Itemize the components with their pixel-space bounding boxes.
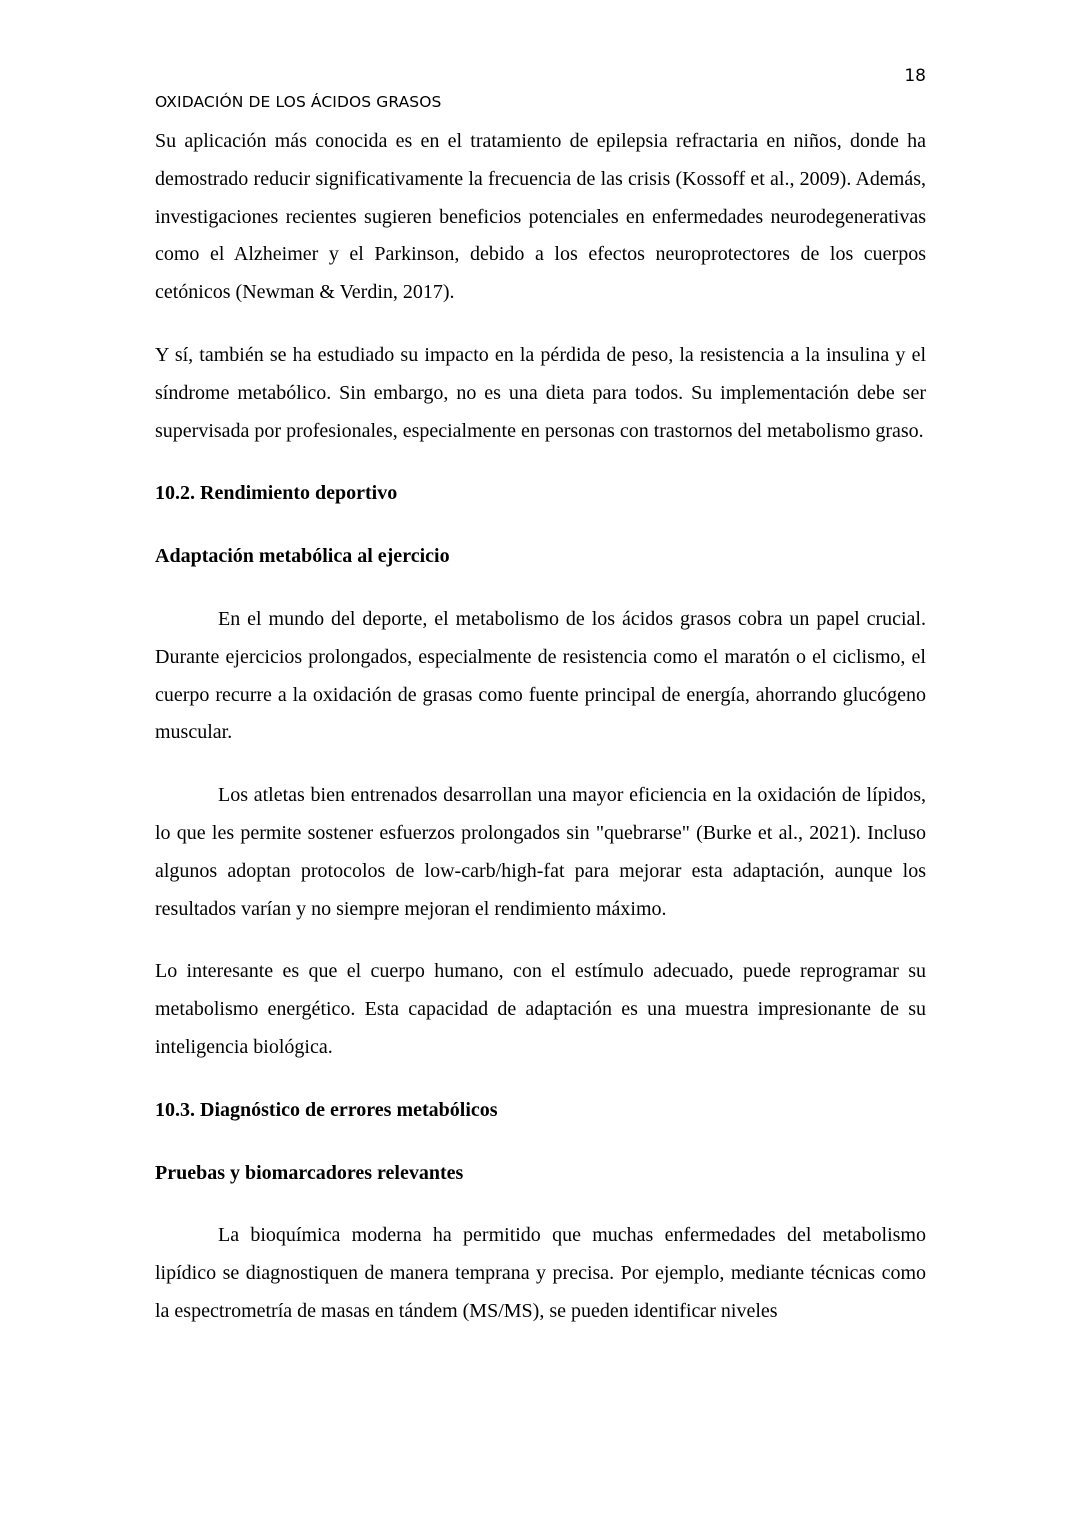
section-heading-10-2: 10.2. Rendimiento deportivo	[155, 482, 398, 505]
paragraph: Su aplicación más conocida es en el tratamiento de epilepsia refractaria en niños, donde ha demostrado reducir significativamente la frecuencia de las crisis (Kossoff et al., 2009). Además, investigaciones recientes sugieren beneficios potenciales en enfermedades neurodegenerativas como el Alzheimer y el Parkinson, debido a los efectos neuroprotectores de los cuerpos cetónicos (Newman & Verdin, 2017).	[155, 130, 926, 304]
subheading-adaptacion: Adaptación metabólica al ejercicio	[155, 545, 450, 568]
page-body	[155, 123, 926, 1331]
section-heading-10-3: 10.3. Diagnóstico de errores metabólicos	[155, 1098, 498, 1121]
paragraph: Lo interesante es que el cuerpo humano, con el estímulo adecuado, puede reprogramar su metabolismo energético. Esta capacidad de adaptación es una muestra impresionante de su inteligencia biológica.	[155, 960, 926, 1058]
page-number: 18	[904, 66, 926, 86]
paragraph: Y sí, también se ha estudiado su impacto en la pérdida de peso, la resistencia a la insulina y el síndrome metabólico. Sin embargo, no es una dieta para todos. Su implementación debe ser supervisada por profesionales, especialmente en personas con trastornos del metabolismo graso.	[155, 343, 926, 442]
paragraph: En el mundo del deporte, el metabolismo de los ácidos grasos cobra un papel crucial. Durante ejercicios prolongados, especialmente de resistencia como el maratón o el ciclismo, el cuerpo recurre a la oxidación de grasas como fuente principal de energía, ahorrando glucógeno muscular.	[155, 607, 926, 744]
running-header: OXIDACIÓN DE LOS ÁCIDOS GRASOS	[155, 93, 442, 111]
subheading-pruebas: Pruebas y biomarcadores relevantes	[155, 1161, 464, 1184]
paragraph: La bioquímica moderna ha permitido que muchas enfermedades del metabolismo lipídico se diagnostiquen de manera temprana y precisa. Por ejemplo, mediante técnicas como la espectrometría de masas en tándem (MS/MS), se pueden identificar niveles	[155, 1224, 926, 1322]
paragraph: Los atletas bien entrenados desarrollan una mayor eficiencia en la oxidación de lípidos, lo que les permite sostener esfuerzos prolongados sin "quebrarse" (Burke et al., 2021). Incluso algunos adoptan protocolos de low-carb/high-fat para mejorar esta adaptación, aunque los resultados varían y no siempre mejoran el rendimiento máximo.	[155, 784, 926, 920]
